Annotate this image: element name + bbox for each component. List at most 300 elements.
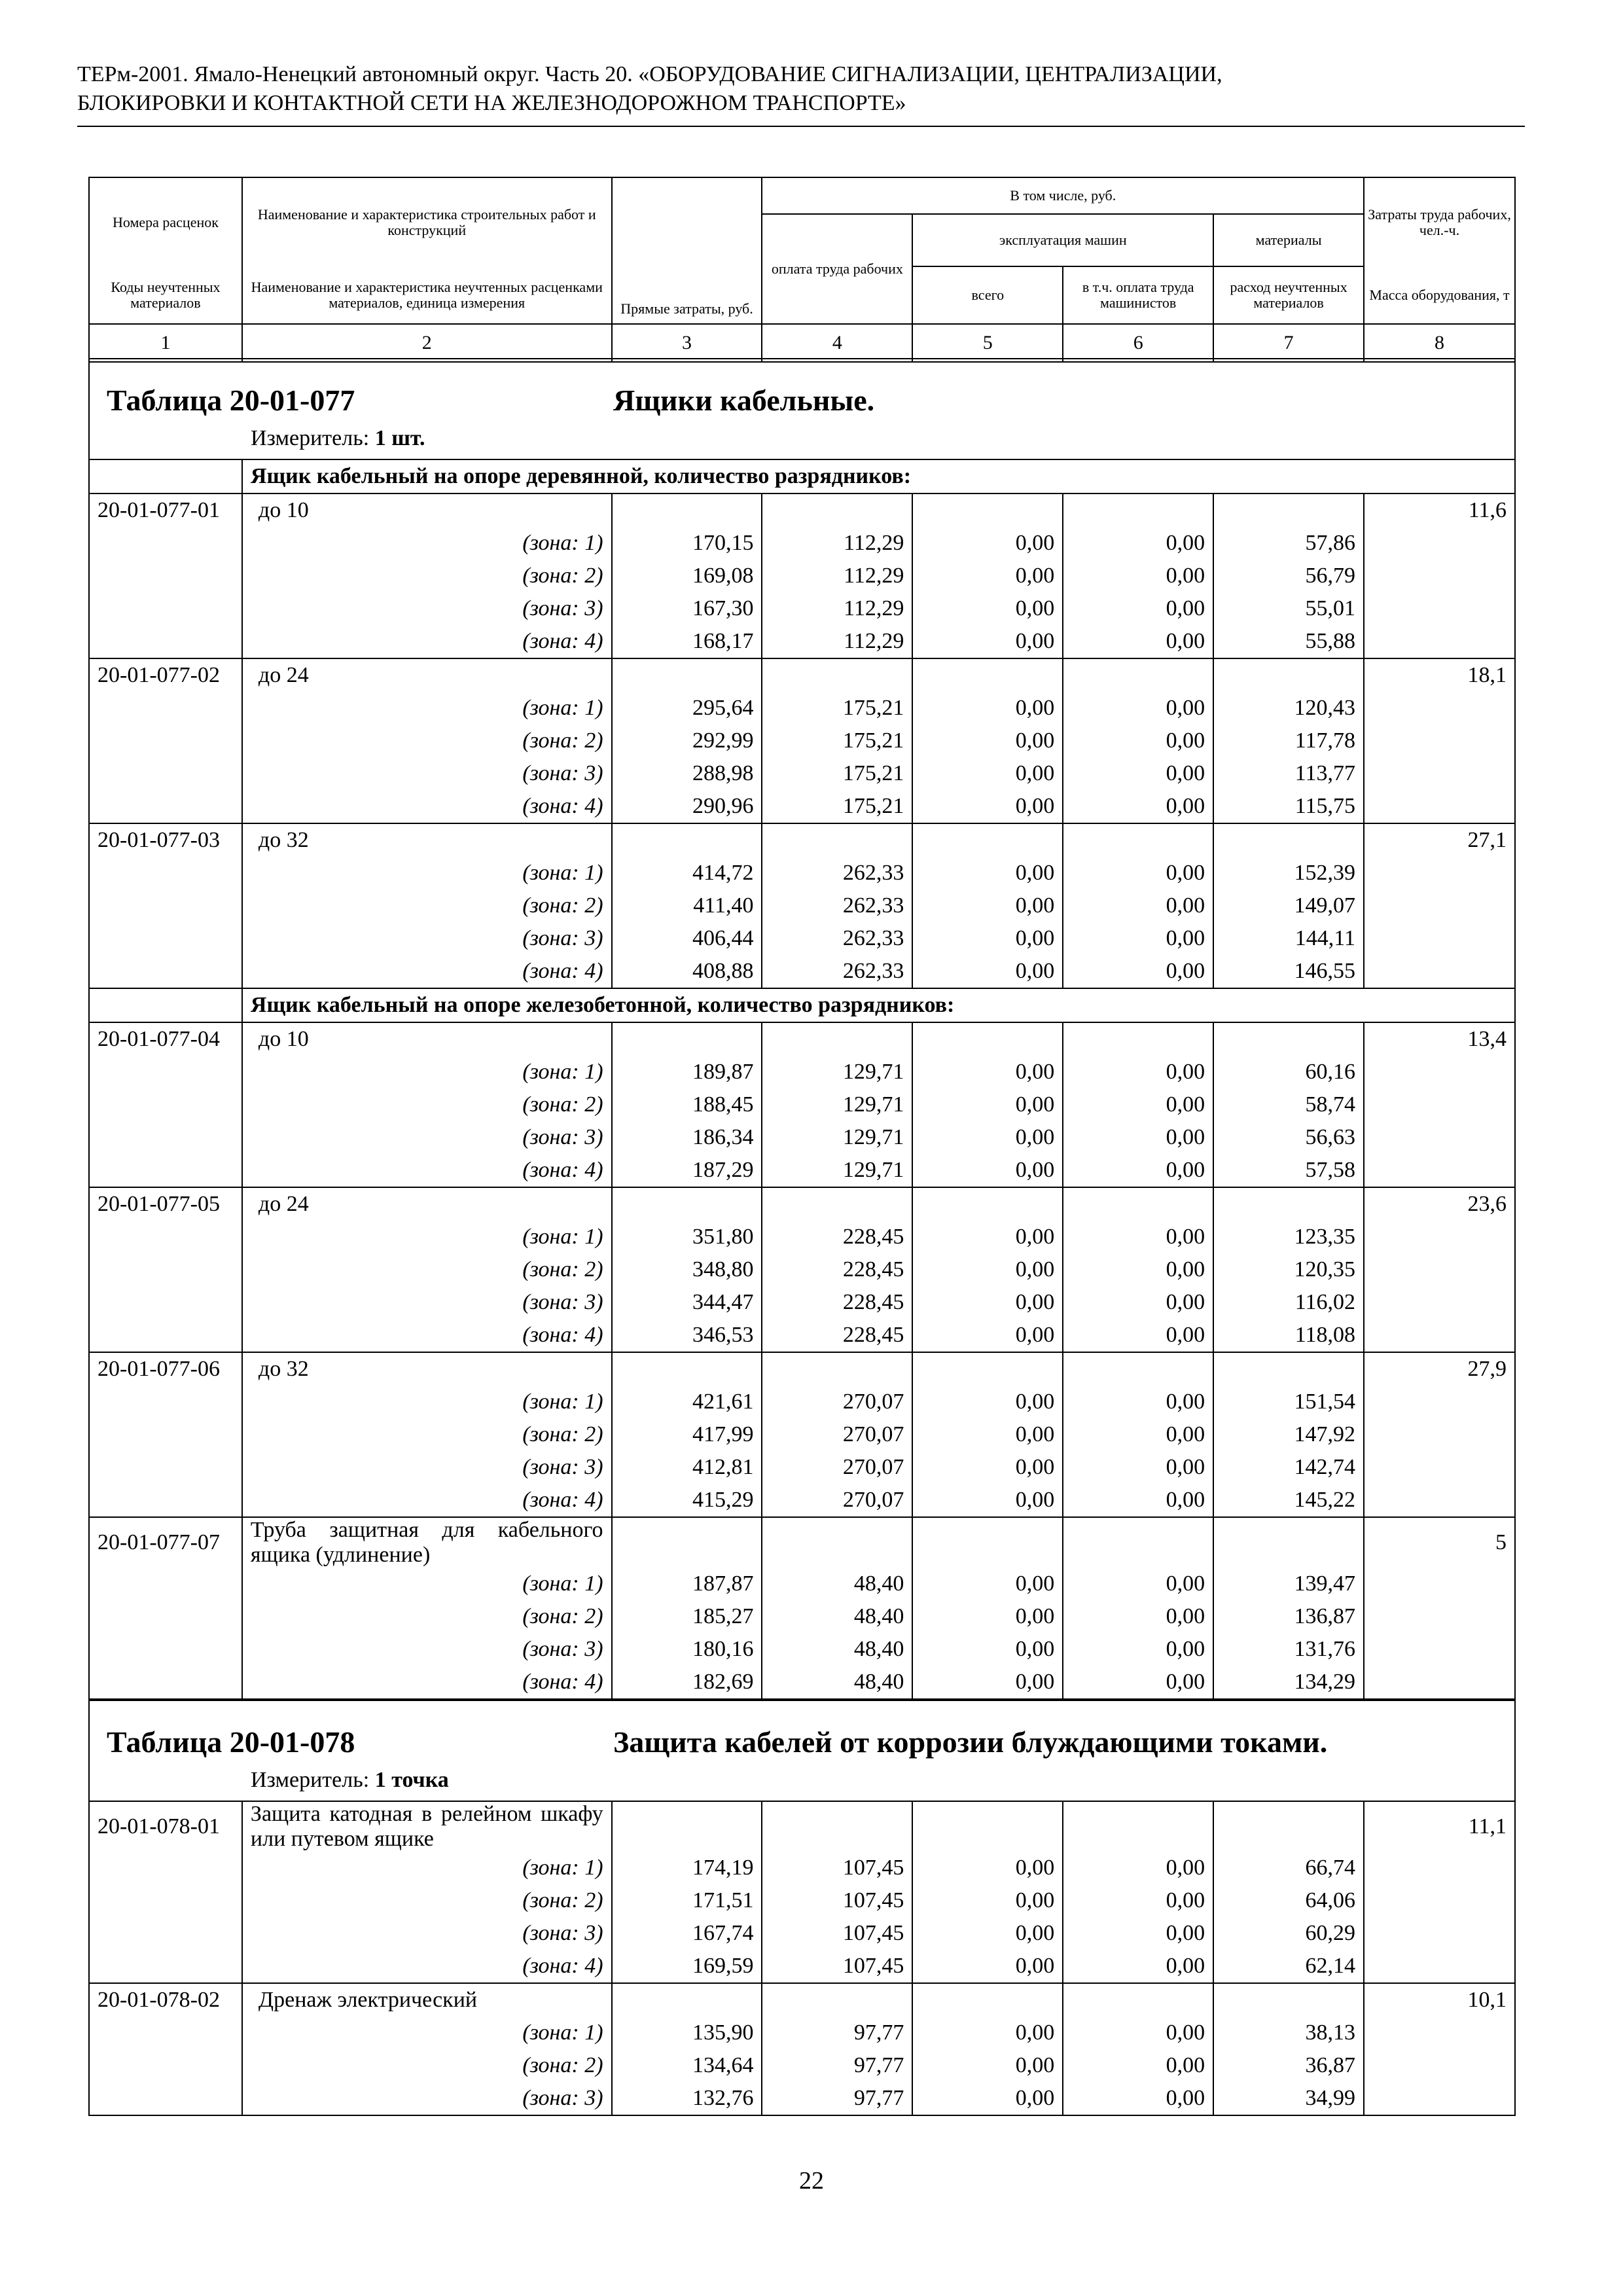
header-machinist-pay: в т.ч. оплата труда машинистов bbox=[1063, 266, 1213, 324]
machinist-pay: 0,00 bbox=[1063, 692, 1213, 725]
rate-description: до 32 bbox=[242, 823, 612, 857]
rate-row bbox=[89, 1801, 1515, 1852]
materials-cost: 36,87 bbox=[1213, 2049, 1364, 2082]
worker-pay: 97,77 bbox=[762, 2082, 912, 2115]
rate-description: Защита катодная в релейном шкафу или путевом ящике bbox=[242, 1801, 612, 1852]
zone-label: (зона: 1) bbox=[242, 2017, 612, 2049]
worker-pay: 112,29 bbox=[762, 625, 912, 658]
zone-label: (зона: 1) bbox=[242, 857, 612, 889]
rate-row bbox=[89, 1983, 1515, 2017]
zone-row bbox=[89, 692, 1515, 725]
machine-total: 0,00 bbox=[912, 889, 1063, 922]
zone-row bbox=[89, 922, 1515, 955]
zone-row bbox=[89, 725, 1515, 757]
zone-label: (зона: 4) bbox=[242, 1484, 612, 1517]
meter-value: 1 шт. bbox=[374, 426, 425, 450]
machine-total: 0,00 bbox=[912, 592, 1063, 625]
machine-total: 0,00 bbox=[912, 1633, 1063, 1666]
col-number: 2 bbox=[242, 324, 612, 362]
worker-pay: 112,29 bbox=[762, 560, 912, 592]
col-number: 1 bbox=[89, 324, 242, 362]
header-unaccounted-materials: расход неучтенных материалов bbox=[1213, 266, 1364, 324]
direct-costs: 134,64 bbox=[612, 2049, 762, 2082]
materials-cost: 62,14 bbox=[1213, 1950, 1364, 1983]
worker-pay: 48,40 bbox=[762, 1666, 912, 1699]
worker-pay: 262,33 bbox=[762, 889, 912, 922]
materials-cost: 142,74 bbox=[1213, 1451, 1364, 1484]
zone-row bbox=[89, 1917, 1515, 1950]
group-spacer bbox=[89, 459, 242, 493]
worker-pay: 175,21 bbox=[762, 757, 912, 790]
worker-pay: 228,45 bbox=[762, 1319, 912, 1352]
worker-pay: 107,45 bbox=[762, 1917, 912, 1950]
machine-total: 0,00 bbox=[912, 1319, 1063, 1352]
table-heading bbox=[88, 358, 1516, 459]
materials-cost: 57,58 bbox=[1213, 1154, 1364, 1187]
direct-costs: 187,87 bbox=[612, 1568, 762, 1600]
machinist-pay: 0,00 bbox=[1063, 725, 1213, 757]
rates-table bbox=[88, 1801, 1516, 2116]
worker-pay: 48,40 bbox=[762, 1633, 912, 1666]
zone-row bbox=[89, 527, 1515, 560]
direct-costs: 188,45 bbox=[612, 1088, 762, 1121]
materials-cost: 64,06 bbox=[1213, 1884, 1364, 1917]
materials-cost: 144,11 bbox=[1213, 922, 1364, 955]
zone-label: (зона: 3) bbox=[242, 1451, 612, 1484]
zone-row bbox=[89, 1418, 1515, 1451]
zone-row bbox=[89, 889, 1515, 922]
machine-total: 0,00 bbox=[912, 1056, 1063, 1088]
worker-pay: 270,07 bbox=[762, 1451, 912, 1484]
machine-total: 0,00 bbox=[912, 1253, 1063, 1286]
rate-row bbox=[89, 493, 1515, 527]
machine-total: 0,00 bbox=[912, 1568, 1063, 1600]
zone-row bbox=[89, 1253, 1515, 1286]
machine-total: 0,00 bbox=[912, 922, 1063, 955]
materials-cost: 56,79 bbox=[1213, 560, 1364, 592]
zone-label: (зона: 2) bbox=[242, 1600, 612, 1633]
zone-row bbox=[89, 1451, 1515, 1484]
rate-row bbox=[89, 1517, 1515, 1568]
direct-costs: 185,27 bbox=[612, 1600, 762, 1633]
worker-pay: 175,21 bbox=[762, 790, 912, 823]
zone-label: (зона: 1) bbox=[242, 527, 612, 560]
direct-costs: 135,90 bbox=[612, 2017, 762, 2049]
zone-label: (зона: 1) bbox=[242, 1386, 612, 1418]
materials-cost: 136,87 bbox=[1213, 1600, 1364, 1633]
direct-costs: 182,69 bbox=[612, 1666, 762, 1699]
materials-cost: 56,63 bbox=[1213, 1121, 1364, 1154]
header-materials: материалы bbox=[1213, 214, 1364, 266]
worker-pay: 97,77 bbox=[762, 2049, 912, 2082]
worker-pay: 262,33 bbox=[762, 922, 912, 955]
zone-label: (зона: 2) bbox=[242, 560, 612, 592]
zone-label: (зона: 3) bbox=[242, 1917, 612, 1950]
machinist-pay: 0,00 bbox=[1063, 757, 1213, 790]
machinist-pay: 0,00 bbox=[1063, 527, 1213, 560]
table-number: Таблица 20-01-078 bbox=[107, 1725, 355, 1759]
zone-label: (зона: 4) bbox=[242, 1666, 612, 1699]
labor-cost: 13,4 bbox=[1364, 1022, 1515, 1056]
machine-total: 0,00 bbox=[912, 692, 1063, 725]
machinist-pay: 0,00 bbox=[1063, 1950, 1213, 1983]
zone-row bbox=[89, 1852, 1515, 1884]
materials-cost: 139,47 bbox=[1213, 1568, 1364, 1600]
machine-total: 0,00 bbox=[912, 857, 1063, 889]
direct-costs: 170,15 bbox=[612, 527, 762, 560]
worker-pay: 228,45 bbox=[762, 1221, 912, 1253]
labor-cost: 11,1 bbox=[1364, 1801, 1515, 1852]
machinist-pay: 0,00 bbox=[1063, 1600, 1213, 1633]
direct-costs: 421,61 bbox=[612, 1386, 762, 1418]
machine-total: 0,00 bbox=[912, 1121, 1063, 1154]
table-meter bbox=[251, 1768, 449, 1793]
direct-costs: 406,44 bbox=[612, 922, 762, 955]
zone-row bbox=[89, 1884, 1515, 1917]
machinist-pay: 0,00 bbox=[1063, 889, 1213, 922]
materials-cost: 131,76 bbox=[1213, 1633, 1364, 1666]
direct-costs: 348,80 bbox=[612, 1253, 762, 1286]
header-material-codes: Коды неучтенных материалов bbox=[89, 266, 242, 324]
machinist-pay: 0,00 bbox=[1063, 1056, 1213, 1088]
direct-costs: 132,76 bbox=[612, 2082, 762, 2115]
materials-cost: 120,43 bbox=[1213, 692, 1364, 725]
materials-cost: 123,35 bbox=[1213, 1221, 1364, 1253]
rate-code: 20-01-077-06 bbox=[89, 1352, 242, 1386]
rate-description: до 10 bbox=[242, 1022, 612, 1056]
header-material-name: Наименование и характеристика неучтенных расценками материалов, единица измерения bbox=[242, 266, 612, 324]
machinist-pay: 0,00 bbox=[1063, 1568, 1213, 1600]
zone-label: (зона: 1) bbox=[242, 1852, 612, 1884]
materials-cost: 34,99 bbox=[1213, 2082, 1364, 2115]
machinist-pay: 0,00 bbox=[1063, 1484, 1213, 1517]
direct-costs: 186,34 bbox=[612, 1121, 762, 1154]
col-number: 4 bbox=[762, 324, 912, 362]
materials-cost: 55,01 bbox=[1213, 592, 1364, 625]
machinist-pay: 0,00 bbox=[1063, 1154, 1213, 1187]
machine-total: 0,00 bbox=[912, 1221, 1063, 1253]
meter-label: Измеритель: bbox=[251, 426, 370, 450]
direct-costs: 187,29 bbox=[612, 1154, 762, 1187]
worker-pay: 270,07 bbox=[762, 1386, 912, 1418]
machine-total: 0,00 bbox=[912, 625, 1063, 658]
zone-label: (зона: 4) bbox=[242, 1319, 612, 1352]
machinist-pay: 0,00 bbox=[1063, 790, 1213, 823]
zone-label: (зона: 2) bbox=[242, 1088, 612, 1121]
materials-cost: 149,07 bbox=[1213, 889, 1364, 922]
rate-description: Труба защитная для кабельного ящика (удлинение) bbox=[242, 1517, 612, 1568]
machinist-pay: 0,00 bbox=[1063, 592, 1213, 625]
machine-total: 0,00 bbox=[912, 1666, 1063, 1699]
header-work-name: Наименование и характеристика строительных работ и конструкций bbox=[242, 177, 612, 266]
rate-code: 20-01-077-02 bbox=[89, 658, 242, 692]
meter-label: Измеритель: bbox=[251, 1768, 370, 1792]
rate-row bbox=[89, 1022, 1515, 1056]
machine-total: 0,00 bbox=[912, 560, 1063, 592]
group-title: Ящик кабельный на опоре железобетонной, количество разрядников: bbox=[242, 988, 1515, 1022]
header-rule bbox=[77, 126, 1525, 127]
labor-cost: 5 bbox=[1364, 1517, 1515, 1568]
rate-code: 20-01-077-04 bbox=[89, 1022, 242, 1056]
group-spacer bbox=[89, 988, 242, 1022]
worker-pay: 228,45 bbox=[762, 1253, 912, 1286]
header-line-2: БЛОКИРОВКИ И КОНТАКТНОЙ СЕТИ НА ЖЕЛЕЗНОДОРОЖНОМ ТРАНСПОРТЕ» bbox=[77, 91, 906, 115]
zone-row bbox=[89, 1950, 1515, 1983]
labor-cost: 23,6 bbox=[1364, 1187, 1515, 1221]
machinist-pay: 0,00 bbox=[1063, 1121, 1213, 1154]
materials-cost: 145,22 bbox=[1213, 1484, 1364, 1517]
labor-cost: 11,6 bbox=[1364, 493, 1515, 527]
worker-pay: 228,45 bbox=[762, 1286, 912, 1319]
materials-cost: 60,29 bbox=[1213, 1917, 1364, 1950]
machine-total: 0,00 bbox=[912, 1451, 1063, 1484]
zone-row bbox=[89, 592, 1515, 625]
materials-cost: 115,75 bbox=[1213, 790, 1364, 823]
materials-cost: 120,35 bbox=[1213, 1253, 1364, 1286]
machine-total: 0,00 bbox=[912, 1852, 1063, 1884]
machinist-pay: 0,00 bbox=[1063, 1253, 1213, 1286]
col-number: 6 bbox=[1063, 324, 1213, 362]
zone-row bbox=[89, 2049, 1515, 2082]
machine-total: 0,00 bbox=[912, 1950, 1063, 1983]
worker-pay: 129,71 bbox=[762, 1088, 912, 1121]
rate-description: Дренаж электрический bbox=[242, 1983, 612, 2017]
machine-total: 0,00 bbox=[912, 1884, 1063, 1917]
worker-pay: 262,33 bbox=[762, 955, 912, 988]
zone-row bbox=[89, 790, 1515, 823]
machinist-pay: 0,00 bbox=[1063, 2082, 1213, 2115]
machinist-pay: 0,00 bbox=[1063, 1852, 1213, 1884]
direct-costs: 417,99 bbox=[612, 1418, 762, 1451]
rates-table bbox=[88, 459, 1516, 1700]
materials-cost: 57,86 bbox=[1213, 527, 1364, 560]
zone-row bbox=[89, 1221, 1515, 1253]
zone-label: (зона: 1) bbox=[242, 1056, 612, 1088]
meter-value: 1 точка bbox=[374, 1768, 449, 1792]
header-in-total: В том числе, руб. bbox=[762, 177, 1364, 214]
zone-label: (зона: 2) bbox=[242, 1884, 612, 1917]
materials-cost: 147,92 bbox=[1213, 1418, 1364, 1451]
zone-row bbox=[89, 1484, 1515, 1517]
worker-pay: 107,45 bbox=[762, 1852, 912, 1884]
header-machine-operation: эксплуатация машин bbox=[912, 214, 1213, 266]
machine-total: 0,00 bbox=[912, 2049, 1063, 2082]
worker-pay: 270,07 bbox=[762, 1418, 912, 1451]
zone-row bbox=[89, 560, 1515, 592]
machinist-pay: 0,00 bbox=[1063, 560, 1213, 592]
zone-label: (зона: 3) bbox=[242, 1633, 612, 1666]
machinist-pay: 0,00 bbox=[1063, 1088, 1213, 1121]
rates-body bbox=[88, 358, 1516, 2116]
zone-label: (зона: 4) bbox=[242, 790, 612, 823]
direct-costs: 346,53 bbox=[612, 1319, 762, 1352]
header-labor-cost: Затраты труда рабочих, чел.-ч. bbox=[1364, 177, 1515, 266]
rate-code: 20-01-078-01 bbox=[89, 1801, 242, 1852]
zone-row bbox=[89, 1056, 1515, 1088]
rate-row bbox=[89, 658, 1515, 692]
machine-total: 0,00 bbox=[912, 1418, 1063, 1451]
worker-pay: 262,33 bbox=[762, 857, 912, 889]
direct-costs: 415,29 bbox=[612, 1484, 762, 1517]
materials-cost: 58,74 bbox=[1213, 1088, 1364, 1121]
direct-costs: 180,16 bbox=[612, 1633, 762, 1666]
group-title: Ящик кабельный на опоре деревянной, количество разрядников: bbox=[242, 459, 1515, 493]
direct-costs: 169,59 bbox=[612, 1950, 762, 1983]
machine-total: 0,00 bbox=[912, 527, 1063, 560]
zone-row bbox=[89, 1666, 1515, 1699]
direct-costs: 168,17 bbox=[612, 625, 762, 658]
zone-row bbox=[89, 1088, 1515, 1121]
machine-total: 0,00 bbox=[912, 1484, 1063, 1517]
machine-total: 0,00 bbox=[912, 955, 1063, 988]
rate-code: 20-01-077-07 bbox=[89, 1517, 242, 1568]
direct-costs: 408,88 bbox=[612, 955, 762, 988]
worker-pay: 112,29 bbox=[762, 527, 912, 560]
machine-total: 0,00 bbox=[912, 2082, 1063, 2115]
direct-costs: 295,64 bbox=[612, 692, 762, 725]
worker-pay: 107,45 bbox=[762, 1950, 912, 1983]
zone-label: (зона: 1) bbox=[242, 1221, 612, 1253]
worker-pay: 270,07 bbox=[762, 1484, 912, 1517]
materials-cost: 152,39 bbox=[1213, 857, 1364, 889]
materials-cost: 151,54 bbox=[1213, 1386, 1364, 1418]
zone-row bbox=[89, 955, 1515, 988]
rate-description: до 10 bbox=[242, 493, 612, 527]
zone-label: (зона: 3) bbox=[242, 2082, 612, 2115]
machinist-pay: 0,00 bbox=[1063, 1451, 1213, 1484]
zone-row bbox=[89, 1121, 1515, 1154]
machine-total: 0,00 bbox=[912, 725, 1063, 757]
zone-label: (зона: 3) bbox=[242, 1286, 612, 1319]
machine-total: 0,00 bbox=[912, 1154, 1063, 1187]
machinist-pay: 0,00 bbox=[1063, 1386, 1213, 1418]
group-row bbox=[89, 459, 1515, 493]
page-number: 22 bbox=[799, 2167, 824, 2195]
direct-costs: 288,98 bbox=[612, 757, 762, 790]
machine-total: 0,00 bbox=[912, 1088, 1063, 1121]
machinist-pay: 0,00 bbox=[1063, 1319, 1213, 1352]
zone-label: (зона: 2) bbox=[242, 1418, 612, 1451]
col-number: 8 bbox=[1364, 324, 1515, 362]
machinist-pay: 0,00 bbox=[1063, 955, 1213, 988]
worker-pay: 48,40 bbox=[762, 1600, 912, 1633]
worker-pay: 175,21 bbox=[762, 692, 912, 725]
header-worker-pay: оплата труда рабочих bbox=[762, 214, 912, 324]
machinist-pay: 0,00 bbox=[1063, 2049, 1213, 2082]
machine-total: 0,00 bbox=[912, 790, 1063, 823]
zone-label: (зона: 4) bbox=[242, 955, 612, 988]
rate-code: 20-01-077-03 bbox=[89, 823, 242, 857]
machinist-pay: 0,00 bbox=[1063, 1418, 1213, 1451]
table-number: Таблица 20-01-077 bbox=[107, 384, 355, 417]
table-title: Ящики кабельные. bbox=[613, 384, 875, 417]
machine-total: 0,00 bbox=[912, 1286, 1063, 1319]
rate-code: 20-01-077-05 bbox=[89, 1187, 242, 1221]
table-meter bbox=[251, 426, 425, 451]
direct-costs: 411,40 bbox=[612, 889, 762, 922]
machinist-pay: 0,00 bbox=[1063, 1666, 1213, 1699]
zone-label: (зона: 3) bbox=[242, 922, 612, 955]
direct-costs: 174,19 bbox=[612, 1852, 762, 1884]
materials-cost: 55,88 bbox=[1213, 625, 1364, 658]
zone-row bbox=[89, 857, 1515, 889]
rate-row bbox=[89, 1187, 1515, 1221]
materials-cost: 117,78 bbox=[1213, 725, 1364, 757]
header-direct-costs: Прямые затраты, руб. bbox=[612, 177, 762, 324]
zone-row bbox=[89, 2017, 1515, 2049]
zone-row bbox=[89, 1319, 1515, 1352]
zone-label: (зона: 4) bbox=[242, 1950, 612, 1983]
rate-description: до 32 bbox=[242, 1352, 612, 1386]
table-title: Защита кабелей от коррозии блуждающими токами. bbox=[613, 1725, 1328, 1759]
col-number: 7 bbox=[1213, 324, 1364, 362]
materials-cost: 118,08 bbox=[1213, 1319, 1364, 1352]
machinist-pay: 0,00 bbox=[1063, 1286, 1213, 1319]
zone-row bbox=[89, 2082, 1515, 2115]
materials-cost: 113,77 bbox=[1213, 757, 1364, 790]
direct-costs: 344,47 bbox=[612, 1286, 762, 1319]
direct-costs: 167,30 bbox=[612, 592, 762, 625]
direct-costs: 412,81 bbox=[612, 1451, 762, 1484]
zone-label: (зона: 3) bbox=[242, 592, 612, 625]
rate-row bbox=[89, 1352, 1515, 1386]
direct-costs: 290,96 bbox=[612, 790, 762, 823]
worker-pay: 175,21 bbox=[762, 725, 912, 757]
header-equipment-mass: Масса оборудования, т bbox=[1364, 266, 1515, 324]
zone-row bbox=[89, 757, 1515, 790]
zone-row bbox=[89, 1386, 1515, 1418]
materials-cost: 38,13 bbox=[1213, 2017, 1364, 2049]
zone-label: (зона: 4) bbox=[242, 1154, 612, 1187]
machinist-pay: 0,00 bbox=[1063, 1884, 1213, 1917]
zone-label: (зона: 1) bbox=[242, 1568, 612, 1600]
zone-label: (зона: 2) bbox=[242, 2049, 612, 2082]
machinist-pay: 0,00 bbox=[1063, 2017, 1213, 2049]
zone-row bbox=[89, 1286, 1515, 1319]
machine-total: 0,00 bbox=[912, 757, 1063, 790]
direct-costs: 169,08 bbox=[612, 560, 762, 592]
zone-label: (зона: 2) bbox=[242, 1253, 612, 1286]
labor-cost: 10,1 bbox=[1364, 1983, 1515, 2017]
header-line-1: ТЕРм-2001. Ямало-Ненецкий автономный округ. Часть 20. «ОБОРУДОВАНИЕ СИГНАЛИЗАЦИИ, ЦЕНТРАЛИЗАЦИИ, bbox=[77, 62, 1222, 86]
zone-row bbox=[89, 625, 1515, 658]
worker-pay: 107,45 bbox=[762, 1884, 912, 1917]
direct-costs: 414,72 bbox=[612, 857, 762, 889]
rate-row bbox=[89, 823, 1515, 857]
materials-cost: 134,29 bbox=[1213, 1666, 1364, 1699]
machinist-pay: 0,00 bbox=[1063, 625, 1213, 658]
rate-description: до 24 bbox=[242, 1187, 612, 1221]
machinist-pay: 0,00 bbox=[1063, 922, 1213, 955]
zone-label: (зона: 1) bbox=[242, 692, 612, 725]
rate-description: до 24 bbox=[242, 658, 612, 692]
worker-pay: 48,40 bbox=[762, 1568, 912, 1600]
worker-pay: 129,71 bbox=[762, 1121, 912, 1154]
zone-row bbox=[89, 1600, 1515, 1633]
machine-total: 0,00 bbox=[912, 1917, 1063, 1950]
col-number: 3 bbox=[612, 324, 762, 362]
machinist-pay: 0,00 bbox=[1063, 1221, 1213, 1253]
zone-row bbox=[89, 1568, 1515, 1600]
materials-cost: 66,74 bbox=[1213, 1852, 1364, 1884]
materials-cost: 116,02 bbox=[1213, 1286, 1364, 1319]
machine-total: 0,00 bbox=[912, 1600, 1063, 1633]
zone-label: (зона: 2) bbox=[242, 889, 612, 922]
machine-total: 0,00 bbox=[912, 1386, 1063, 1418]
worker-pay: 97,77 bbox=[762, 2017, 912, 2049]
machinist-pay: 0,00 bbox=[1063, 857, 1213, 889]
rate-code: 20-01-077-01 bbox=[89, 493, 242, 527]
